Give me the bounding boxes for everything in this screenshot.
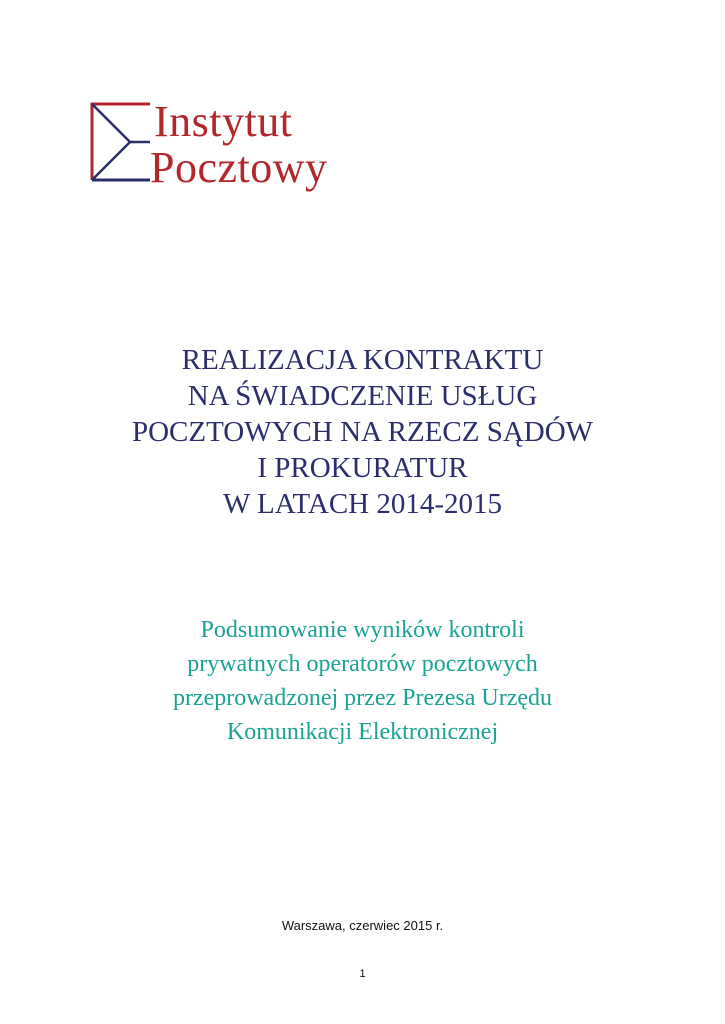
- title-line: REALIZACJA KONTRAKTU: [181, 344, 544, 376]
- subtitle-line: Podsumowanie wyników kontroli: [200, 617, 525, 643]
- subtitle-line: przeprowadzonej przez Prezesa Urzędu: [172, 685, 553, 711]
- document-title: [40, 342, 685, 522]
- title-line: NA ŚWIADCZENIE USŁUG: [187, 380, 538, 412]
- title-line: POCZTOWYCH NA RZECZ SĄDÓW: [131, 416, 594, 448]
- place-and-date: Warszawa, czerwiec 2015 r.: [281, 918, 444, 933]
- subtitle-line: prywatnych operatorów pocztowych: [187, 651, 538, 677]
- subtitle-line: Komunikacji Elektronicznej: [226, 719, 499, 745]
- page-number: 1: [359, 968, 366, 980]
- logo-word-instytut: Instytut: [154, 97, 293, 146]
- logo-word-pocztowy: Pocztowy: [150, 143, 328, 192]
- title-line: I PROKURATUR: [257, 452, 468, 484]
- document-subtitle: [40, 613, 685, 749]
- envelope-icon: [86, 96, 156, 196]
- title-line: W LATACH 2014-2015: [222, 488, 503, 520]
- institute-logo: [86, 96, 368, 196]
